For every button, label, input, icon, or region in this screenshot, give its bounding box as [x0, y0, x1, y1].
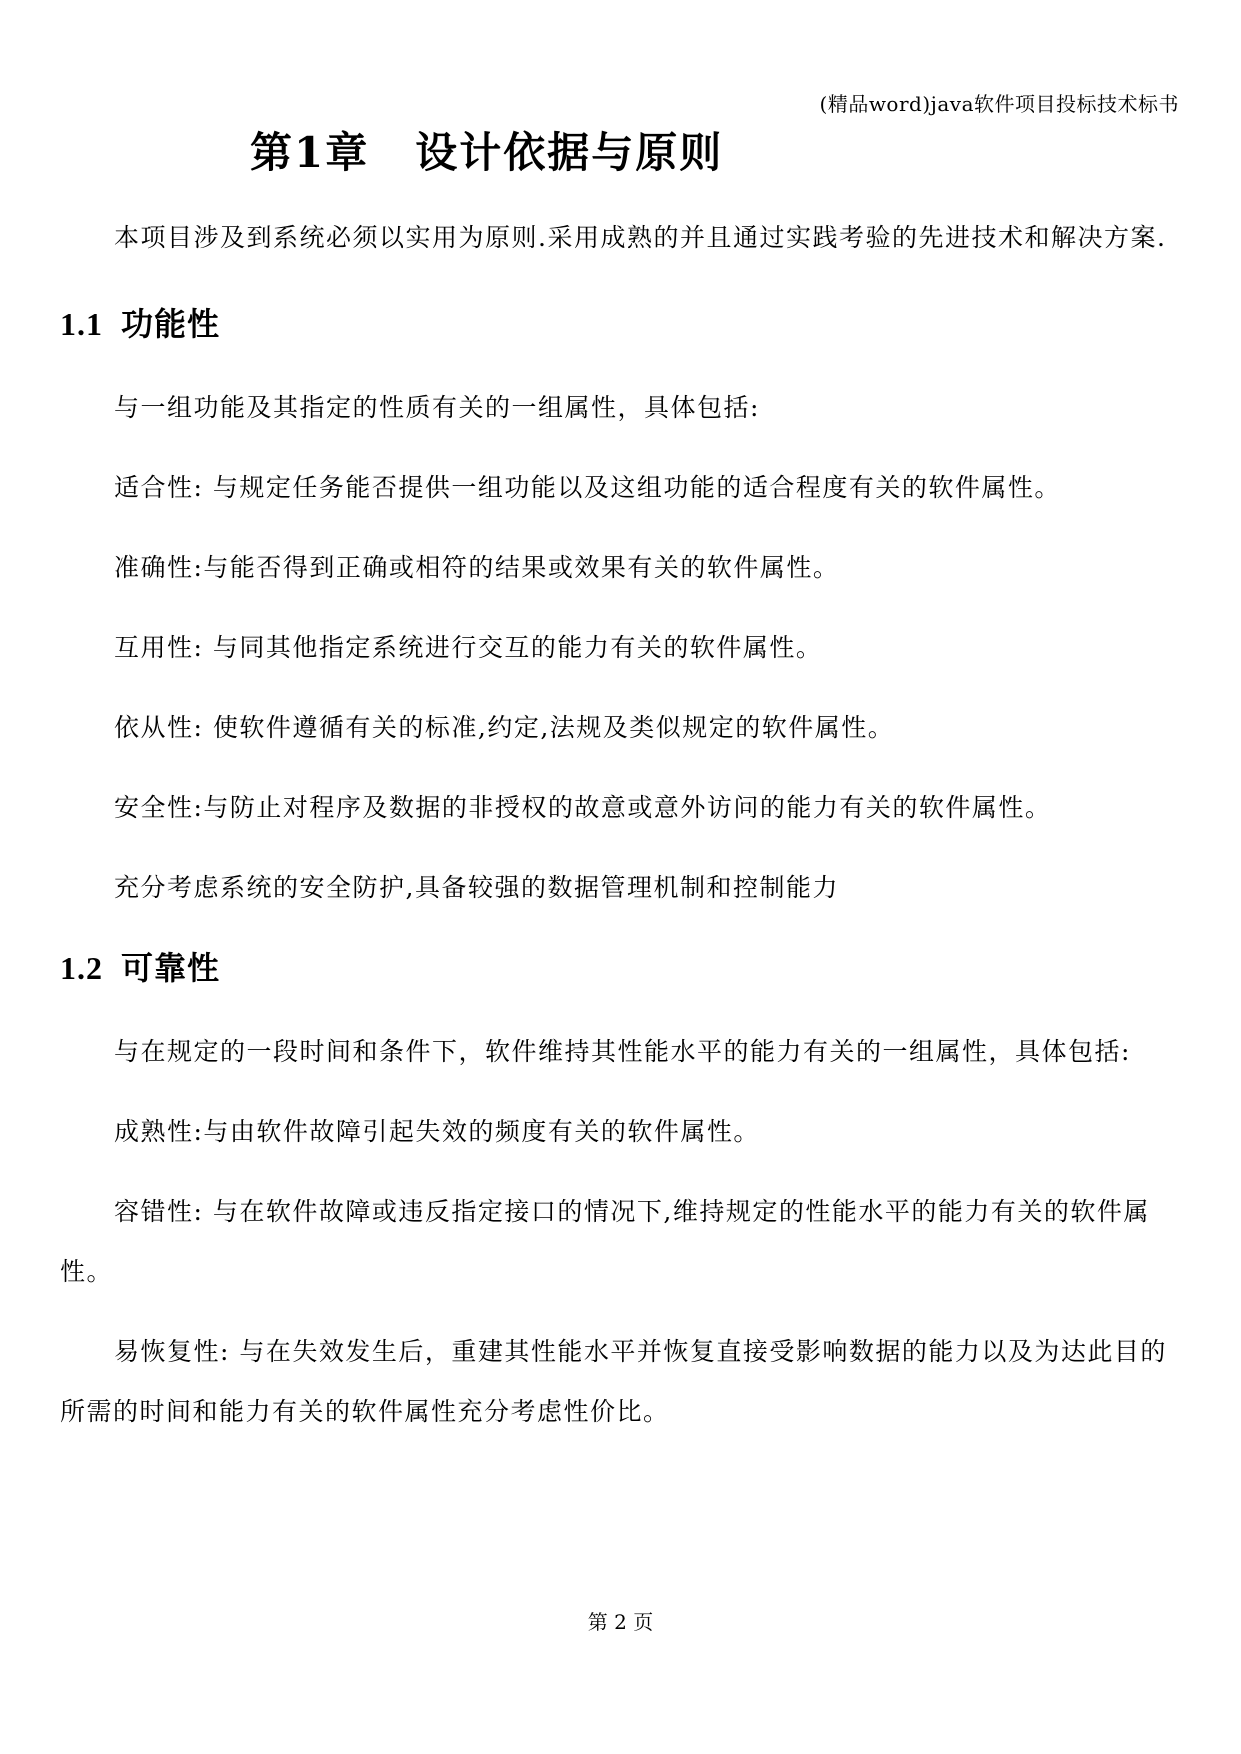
paragraph: 与在规定的一段时间和条件下，软件维持其性能水平的能力有关的一组属性，具体包括:: [114, 1037, 1131, 1066]
section-number: 1.1: [60, 306, 103, 342]
section-number: 1.2: [60, 950, 103, 986]
paragraph: 成熟性:与由软件故障引起失效的频度有关的软件属性。: [114, 1117, 760, 1146]
paragraph: 与一组功能及其指定的性质有关的一组属性，具体包括:: [114, 393, 760, 422]
paragraph: 容错性: 与在软件故障或违反指定接口的情况下,维持规定的性能水平的能力有关的软件属性。: [60, 1197, 1150, 1286]
section-title: 可靠性: [121, 949, 221, 987]
page-body: [60, 208, 1180, 1462]
paragraph: 适合性: 与规定任务能否提供一组功能以及这组功能的适合程度有关的软件属性。: [114, 473, 1061, 502]
section-title: 功能性: [121, 305, 221, 343]
running-header: (精品word)java软件项目投标技术标书: [819, 92, 1179, 116]
page-number: 第 2 页: [587, 1610, 654, 1634]
section-heading-reliability: [60, 938, 1180, 998]
chapter-title-text: 设计依据与原则: [415, 128, 724, 177]
chapter-number: 第1章: [250, 128, 370, 177]
paragraph: 依从性: 使软件遵循有关的标准,约定,法规及类似规定的软件属性。: [114, 713, 895, 742]
paragraph: 安全性:与防止对程序及数据的非授权的故意或意外访问的能力有关的软件属性。: [114, 793, 1052, 822]
paragraph: 准确性:与能否得到正确或相符的结果或效果有关的软件属性。: [114, 553, 840, 582]
paragraph: 互用性: 与同其他指定系统进行交互的能力有关的软件属性。: [114, 633, 823, 662]
section-heading-functionality: [60, 294, 1180, 354]
paragraph: 充分考虑系统的安全防护,具备较强的数据管理机制和控制能力: [114, 873, 839, 902]
paragraph: 易恢复性: 与在失效发生后，重建其性能水平并恢复直接受影响数据的能力以及为达此目的所需的时间和能力有关的软件属性充分考虑性价比。: [60, 1337, 1167, 1426]
chapter-title: [250, 120, 723, 180]
intro-paragraph: 本项目涉及到系统必须以实用为原则.采用成熟的并且通过实践考验的先进技术和解决方案.: [114, 223, 1167, 252]
